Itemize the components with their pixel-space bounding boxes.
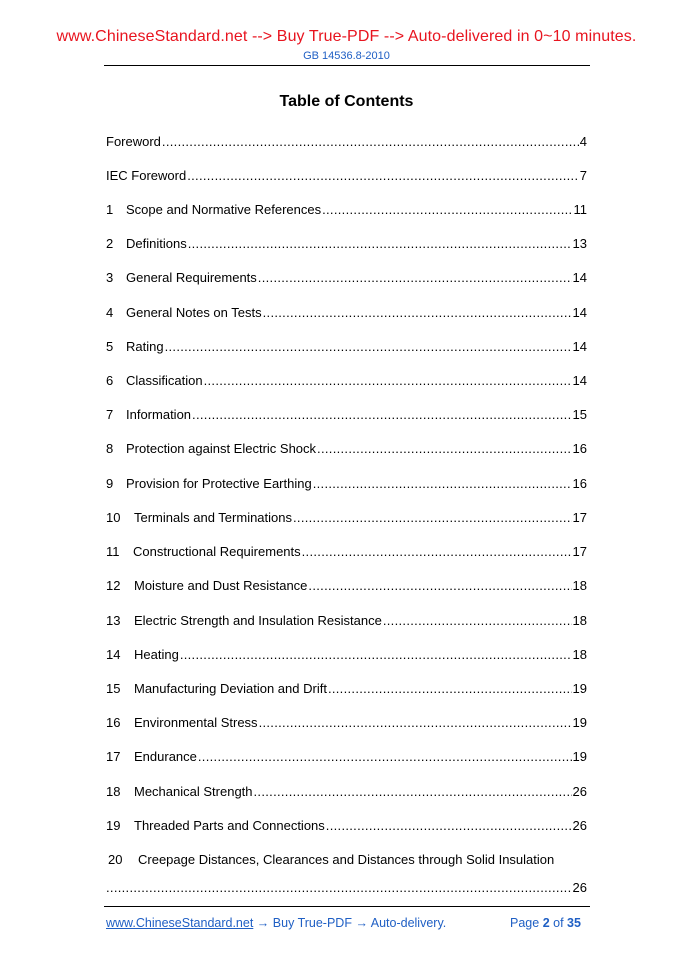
- toc-entry-page: 18: [572, 647, 587, 662]
- toc-entry-page: 17: [572, 510, 587, 525]
- toc-leader-dots: [204, 373, 572, 389]
- toc-entry[interactable]: [106, 303, 587, 321]
- toc-entry-number: 8: [106, 441, 114, 456]
- toc-entry-page: 26: [572, 818, 587, 833]
- toc-entry-number: 13: [106, 613, 121, 628]
- toc-entry[interactable]: [106, 337, 587, 355]
- toc-entry-text: Moisture and Dust Resistance: [134, 578, 308, 593]
- toc-entry[interactable]: [106, 816, 587, 834]
- toc-entry-number: 11: [106, 544, 120, 559]
- toc-entry-number: 1: [106, 202, 114, 217]
- toc-entry[interactable]: [106, 782, 587, 800]
- toc-entry[interactable]: [106, 679, 587, 697]
- toc-leader-dots: [302, 544, 572, 560]
- toc-entry-text: Scope and Normative References: [126, 202, 322, 217]
- toc-entry-number: 10: [106, 510, 121, 525]
- toc-leader-dots: [258, 270, 572, 286]
- footer-links: [106, 916, 446, 930]
- toc-entry-continuation[interactable]: [106, 878, 587, 896]
- toc-entry-page: 26: [572, 880, 587, 895]
- footer-delivery-text: Auto-delivery.: [370, 916, 447, 930]
- toc-entry-page: 19: [572, 749, 587, 764]
- page-indicator: [510, 916, 581, 930]
- toc-entry-page: 18: [572, 578, 587, 593]
- toc-entry-text: Manufacturing Deviation and Drift: [134, 681, 327, 696]
- toc-entry-page: 19: [572, 715, 587, 730]
- toc-entry[interactable]: [106, 439, 587, 457]
- toc-entry-text: Protection against Electric Shock: [126, 441, 317, 456]
- toc-entry-number: 16: [106, 715, 121, 730]
- toc-entry-text: Information: [126, 407, 192, 422]
- toc-entry-number: 6: [106, 373, 114, 388]
- toc-entry-text: Provision for Protective Earthing: [126, 476, 312, 491]
- toc-leader-dots: [165, 339, 572, 355]
- toc-leader-dots: [308, 578, 571, 594]
- toc-entry[interactable]: [106, 268, 587, 286]
- toc-leader-dots: [293, 510, 572, 526]
- toc-leader-dots: [328, 681, 572, 697]
- toc-entry-number: 3: [106, 270, 114, 285]
- toc-leader-dots: [162, 134, 579, 150]
- toc-leader-dots: [187, 168, 579, 184]
- toc-entry[interactable]: [106, 645, 587, 663]
- footer-buy-text: Buy True-PDF: [272, 916, 352, 930]
- toc-leader-dots: [326, 818, 572, 834]
- toc-entry[interactable]: [106, 166, 587, 184]
- toc-entry-number: 14: [106, 647, 121, 662]
- toc-entry[interactable]: [106, 542, 587, 560]
- arrow-right-icon: →: [256, 916, 270, 930]
- footer-divider: [104, 906, 590, 907]
- toc-leader-dots: [188, 236, 572, 252]
- toc-entry-page: 16: [572, 476, 587, 491]
- toc-leader-dots: [192, 407, 571, 423]
- toc-leader-dots: [180, 647, 572, 663]
- toc-entry-text: Endurance: [134, 749, 197, 764]
- toc-entry-number: 9: [106, 476, 114, 491]
- toc-entry-text: Electric Strength and Insulation Resistance: [134, 613, 382, 628]
- toc-entry[interactable]: [106, 132, 587, 150]
- toc-entry-page: 15: [572, 407, 587, 422]
- toc-entry-number: 12: [106, 578, 121, 593]
- toc-entry-number: 15: [106, 681, 121, 696]
- toc-leader-dots: [322, 202, 572, 218]
- toc-leader-dots: [254, 784, 572, 800]
- toc-entry-number: 20: [108, 852, 123, 867]
- toc-leader-dots: [383, 613, 572, 629]
- toc-entry-page: 14: [572, 270, 587, 285]
- toc-entry-number: 18: [106, 784, 121, 799]
- toc-entry-text: Environmental Stress: [134, 715, 258, 730]
- footer-site-link[interactable]: www.ChineseStandard.net: [106, 916, 254, 930]
- toc-entry-page: 17: [572, 544, 587, 559]
- toc-entry-number: 7: [106, 407, 114, 422]
- toc-entry-page: 16: [572, 441, 587, 456]
- toc-leader-dots: [263, 305, 572, 321]
- toc-entry[interactable]: [106, 576, 587, 594]
- toc-entry-text: Definitions: [126, 236, 187, 251]
- toc-entry-page: 7: [579, 168, 587, 183]
- header-banner[interactable]: www.ChineseStandard.net --> Buy True-PDF --> Auto-delivered in 0~10 minutes.: [56, 28, 637, 45]
- toc-entry-number: 19: [106, 818, 121, 833]
- toc-entry-page: 14: [572, 305, 587, 320]
- toc-entry[interactable]: [106, 371, 587, 389]
- toc-entry-page: 26: [572, 784, 587, 799]
- page-total: 35: [567, 916, 581, 930]
- toc-entry[interactable]: [106, 405, 587, 423]
- toc-entry-number: 17: [106, 749, 121, 764]
- page-label: Page: [510, 916, 540, 930]
- arrow-right-icon: →: [355, 916, 368, 930]
- toc-entry-text: Foreword: [106, 134, 161, 149]
- toc-entry-page: 4: [579, 134, 587, 149]
- standard-code: GB 14536.8-2010: [303, 50, 390, 62]
- toc-entry-text: IEC Foreword: [106, 168, 187, 183]
- toc-entry-number: 4: [106, 305, 114, 320]
- toc-entry-page: 19: [572, 681, 587, 696]
- toc-entry-number: 5: [106, 339, 114, 354]
- toc-entry-text: Rating: [126, 339, 164, 354]
- toc-entry-number: 2: [106, 236, 114, 251]
- toc-entry-text: Creepage Distances, Clearances and Distances through Solid Insulation: [138, 852, 555, 867]
- toc-entry[interactable]: [108, 850, 589, 868]
- toc-entry-text: Threaded Parts and Connections: [134, 818, 325, 833]
- toc-entry[interactable]: [106, 747, 587, 765]
- toc-entry-page: 14: [572, 339, 587, 354]
- toc-entry-text: Heating: [134, 647, 179, 662]
- toc-entry[interactable]: [106, 713, 587, 731]
- toc-entry[interactable]: [106, 474, 587, 492]
- toc-leader-dots: [198, 749, 572, 765]
- toc-leader-dots: [259, 715, 572, 731]
- page-of: of: [553, 916, 564, 930]
- toc-entry-text: General Requirements: [126, 270, 257, 285]
- toc-entry-text: Mechanical Strength: [134, 784, 253, 799]
- toc-leader-dots: [313, 476, 572, 492]
- toc-entry[interactable]: [106, 611, 587, 629]
- toc-entry-text: General Notes on Tests: [126, 305, 262, 320]
- toc-leader-dots: [317, 441, 571, 457]
- toc-entry[interactable]: [106, 200, 587, 218]
- toc-entry[interactable]: [106, 234, 587, 252]
- page-current: 2: [542, 916, 550, 930]
- toc-entry-text: Constructional Requirements: [133, 544, 301, 559]
- toc-entry-page: 14: [572, 373, 587, 388]
- toc-entry-page: 18: [572, 613, 587, 628]
- toc-entry-text: Classification: [126, 373, 203, 388]
- toc-title: Table of Contents: [279, 93, 414, 110]
- toc-entry[interactable]: [106, 508, 587, 526]
- header-divider: [104, 65, 590, 66]
- toc-leader-dots: [106, 880, 572, 896]
- toc-entry-page: 13: [572, 236, 587, 251]
- toc-entry-text: Terminals and Terminations: [134, 510, 292, 525]
- toc-entry-page: 11: [573, 202, 587, 217]
